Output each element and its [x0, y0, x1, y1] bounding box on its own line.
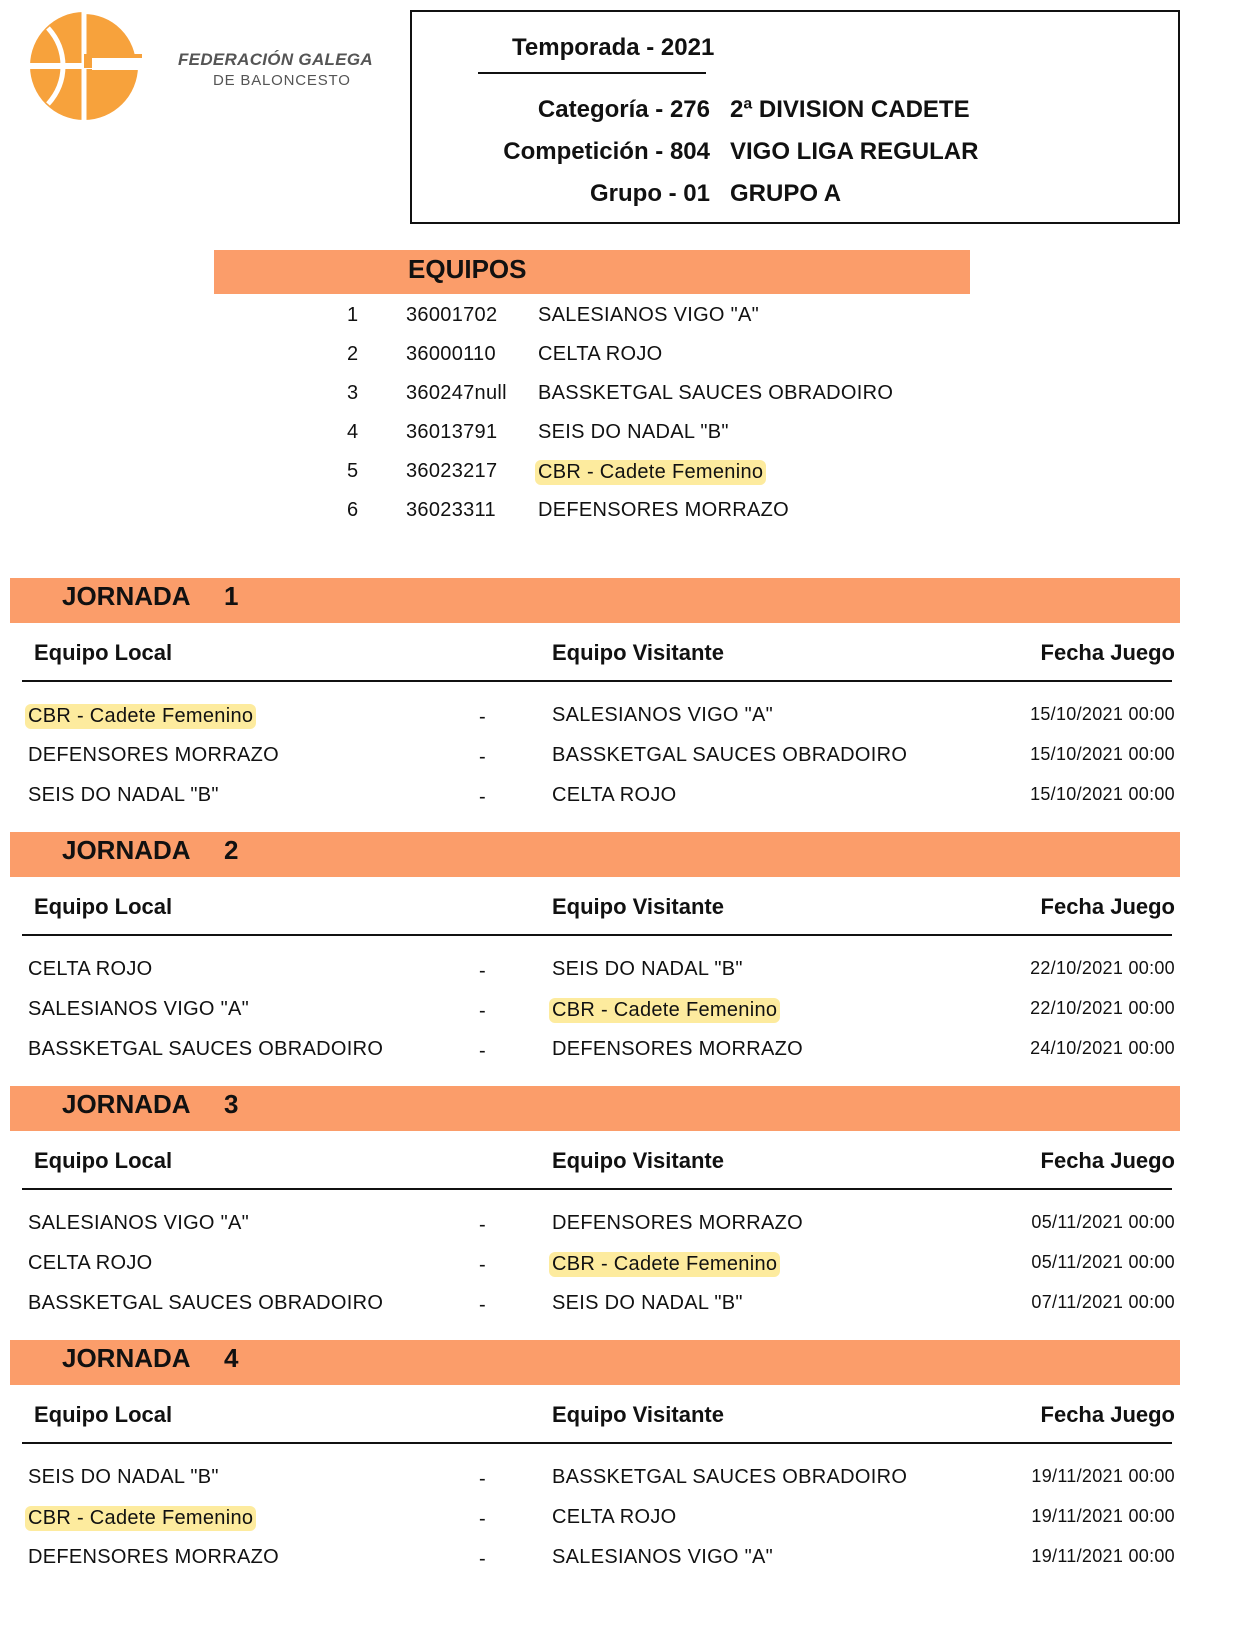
- match-date: 19/11/2021 00:00: [1031, 1466, 1175, 1486]
- visiting-team: SEIS DO NADAL "B": [552, 1292, 743, 1314]
- team-name: BASSKETGAL SAUCES OBRADOIRO: [538, 382, 894, 404]
- local-team: CELTA ROJO: [28, 1252, 153, 1274]
- local-team: SALESIANOS VIGO "A": [28, 998, 250, 1020]
- team-name: CELTA ROJO: [538, 343, 663, 365]
- column-header-fecha: Fecha Juego: [1040, 894, 1175, 919]
- visiting-team: BASSKETGAL SAUCES OBRADOIRO: [552, 1466, 908, 1488]
- competition-label: Competición - 804: [503, 138, 710, 165]
- header-rule: [22, 934, 1172, 936]
- match-row: [0, 1030, 1235, 1070]
- match-separator: -: [479, 1254, 486, 1276]
- match-separator: -: [479, 746, 486, 768]
- match-date: 07/11/2021 00:00: [1031, 1292, 1175, 1312]
- team-number: 6: [347, 499, 359, 521]
- local-team: SEIS DO NADAL "B": [28, 1466, 219, 1488]
- team-name: CBR - Cadete Femenino: [535, 460, 766, 485]
- match-separator: -: [479, 1214, 486, 1236]
- match-date: 15/10/2021 00:00: [1030, 784, 1175, 804]
- competition-info-box: [410, 10, 1180, 224]
- logo-name: FEDERACIÓN GALEGA: [178, 50, 373, 69]
- jornada-label: JORNADA: [62, 1089, 191, 1119]
- match-date: 19/11/2021 00:00: [1031, 1506, 1175, 1526]
- jornada-number: 1: [224, 581, 239, 611]
- match-separator: -: [479, 786, 486, 808]
- match-row: [0, 990, 1235, 1030]
- local-team: CBR - Cadete Femenino: [25, 1506, 256, 1531]
- equipos-title: EQUIPOS: [408, 254, 527, 284]
- match-separator: -: [479, 960, 486, 982]
- jornada-header-bar: [10, 832, 1180, 877]
- match-date: 15/10/2021 00:00: [1030, 704, 1175, 724]
- match-row: [0, 1498, 1235, 1538]
- team-row: [0, 374, 1235, 414]
- local-team: DEFENSORES MORRAZO: [28, 1546, 279, 1568]
- match-row: [0, 950, 1235, 990]
- season-title: Temporada - 2021: [512, 34, 715, 61]
- visiting-team: SALESIANOS VIGO "A": [552, 704, 774, 726]
- team-row: [0, 413, 1235, 453]
- team-row: [0, 296, 1235, 336]
- team-row: [0, 491, 1235, 531]
- jornada-section: [0, 1086, 1235, 1336]
- match-row: [0, 1284, 1235, 1324]
- team-code: 36023311: [406, 499, 496, 521]
- column-header-fecha: Fecha Juego: [1040, 640, 1175, 665]
- jornada-label: JORNADA: [62, 1343, 191, 1373]
- column-header-visitante: Equipo Visitante: [552, 894, 724, 919]
- visiting-team: SALESIANOS VIGO "A": [552, 1546, 774, 1568]
- team-name: DEFENSORES MORRAZO: [538, 499, 789, 521]
- match-date: 22/10/2021 00:00: [1030, 998, 1175, 1018]
- team-code: 36000110: [406, 343, 496, 365]
- local-team: DEFENSORES MORRAZO: [28, 744, 279, 766]
- column-header-local: Equipo Local: [34, 640, 173, 665]
- team-name: SALESIANOS VIGO "A": [538, 304, 760, 326]
- jornada-number: 4: [224, 1343, 239, 1373]
- visiting-team: SEIS DO NADAL "B": [552, 958, 743, 980]
- match-date: 05/11/2021 00:00: [1031, 1212, 1175, 1232]
- team-number: 5: [347, 460, 359, 482]
- visiting-team: CELTA ROJO: [552, 784, 677, 806]
- team-code: 36013791: [406, 421, 498, 443]
- jornada-label: JORNADA: [62, 581, 191, 611]
- visiting-team: CBR - Cadete Femenino: [549, 1252, 780, 1277]
- match-separator: -: [479, 1508, 486, 1530]
- match-separator: -: [479, 1040, 486, 1062]
- jornada-title: [62, 835, 239, 866]
- column-header-local: Equipo Local: [34, 894, 173, 919]
- match-row: [0, 1458, 1235, 1498]
- column-header-visitante: Equipo Visitante: [552, 1148, 724, 1173]
- team-row: [0, 335, 1235, 375]
- jornada-section: [0, 1340, 1235, 1590]
- column-header-local: Equipo Local: [34, 1148, 173, 1173]
- visiting-team: CELTA ROJO: [552, 1506, 677, 1528]
- jornada-title: [62, 1343, 239, 1374]
- match-separator: -: [479, 706, 486, 728]
- visiting-team: BASSKETGAL SAUCES OBRADOIRO: [552, 744, 908, 766]
- local-team: CBR - Cadete Femenino: [25, 704, 256, 729]
- match-date: 19/11/2021 00:00: [1031, 1546, 1175, 1566]
- category-label: Categoría - 276: [537, 96, 710, 123]
- match-separator: -: [479, 1294, 486, 1316]
- column-header-local: Equipo Local: [34, 1402, 173, 1427]
- match-row: [0, 696, 1235, 736]
- basketball-logo-icon: [28, 10, 168, 122]
- federation-logo: [28, 10, 373, 122]
- match-row: [0, 776, 1235, 816]
- match-row: [0, 1538, 1235, 1578]
- jornada-number: 3: [224, 1089, 239, 1119]
- header-rule: [22, 680, 1172, 682]
- jornada-section: [0, 578, 1235, 828]
- equipos-header-bar: [214, 250, 970, 294]
- team-number: 3: [347, 382, 359, 404]
- match-row: [0, 1244, 1235, 1284]
- match-separator: -: [479, 1000, 486, 1022]
- jornada-header-bar: [10, 1340, 1180, 1385]
- local-team: SEIS DO NADAL "B": [28, 784, 219, 806]
- local-team: SALESIANOS VIGO "A": [28, 1212, 250, 1234]
- jornada-title: [62, 581, 239, 612]
- visiting-team: DEFENSORES MORRAZO: [552, 1038, 803, 1060]
- team-row: [0, 452, 1235, 492]
- jornada-number: 2: [224, 835, 239, 865]
- visiting-team: CBR - Cadete Femenino: [549, 998, 780, 1023]
- match-row: [0, 736, 1235, 776]
- match-row: [0, 1204, 1235, 1244]
- jornada-header-bar: [10, 1086, 1180, 1131]
- header-rule: [22, 1188, 1172, 1190]
- group-label: Grupo - 01: [589, 180, 710, 207]
- match-date: 22/10/2021 00:00: [1030, 958, 1175, 978]
- team-code: 36001702: [406, 304, 498, 326]
- team-code: 36023217: [406, 460, 498, 482]
- jornada-header-bar: [10, 578, 1180, 623]
- column-header-visitante: Equipo Visitante: [552, 1402, 724, 1427]
- match-date: 24/10/2021 00:00: [1030, 1038, 1175, 1058]
- competition-value: VIGO LIGA REGULAR: [730, 138, 979, 165]
- team-code: 360247null: [406, 382, 507, 404]
- team-number: 1: [347, 304, 359, 326]
- match-separator: -: [479, 1548, 486, 1570]
- jornada-label: JORNADA: [62, 835, 191, 865]
- logo-subtitle: DE BALONCESTO: [213, 72, 351, 89]
- jornada-section: [0, 832, 1235, 1082]
- header-rule: [22, 1442, 1172, 1444]
- group-value: GRUPO A: [730, 180, 842, 207]
- match-date: 05/11/2021 00:00: [1031, 1252, 1175, 1272]
- column-header-fecha: Fecha Juego: [1040, 1148, 1175, 1173]
- local-team: CELTA ROJO: [28, 958, 153, 980]
- match-separator: -: [479, 1468, 486, 1490]
- team-number: 4: [347, 421, 359, 443]
- team-number: 2: [347, 343, 359, 365]
- local-team: BASSKETGAL SAUCES OBRADOIRO: [28, 1292, 384, 1314]
- visiting-team: DEFENSORES MORRAZO: [552, 1212, 803, 1234]
- local-team: BASSKETGAL SAUCES OBRADOIRO: [28, 1038, 384, 1060]
- column-header-visitante: Equipo Visitante: [552, 640, 724, 665]
- team-name: SEIS DO NADAL "B": [538, 421, 729, 443]
- category-value: 2ª DIVISION CADETE: [730, 96, 970, 123]
- column-header-fecha: Fecha Juego: [1040, 1402, 1175, 1427]
- jornada-title: [62, 1089, 239, 1120]
- season-underline: [478, 72, 706, 74]
- match-date: 15/10/2021 00:00: [1030, 744, 1175, 764]
